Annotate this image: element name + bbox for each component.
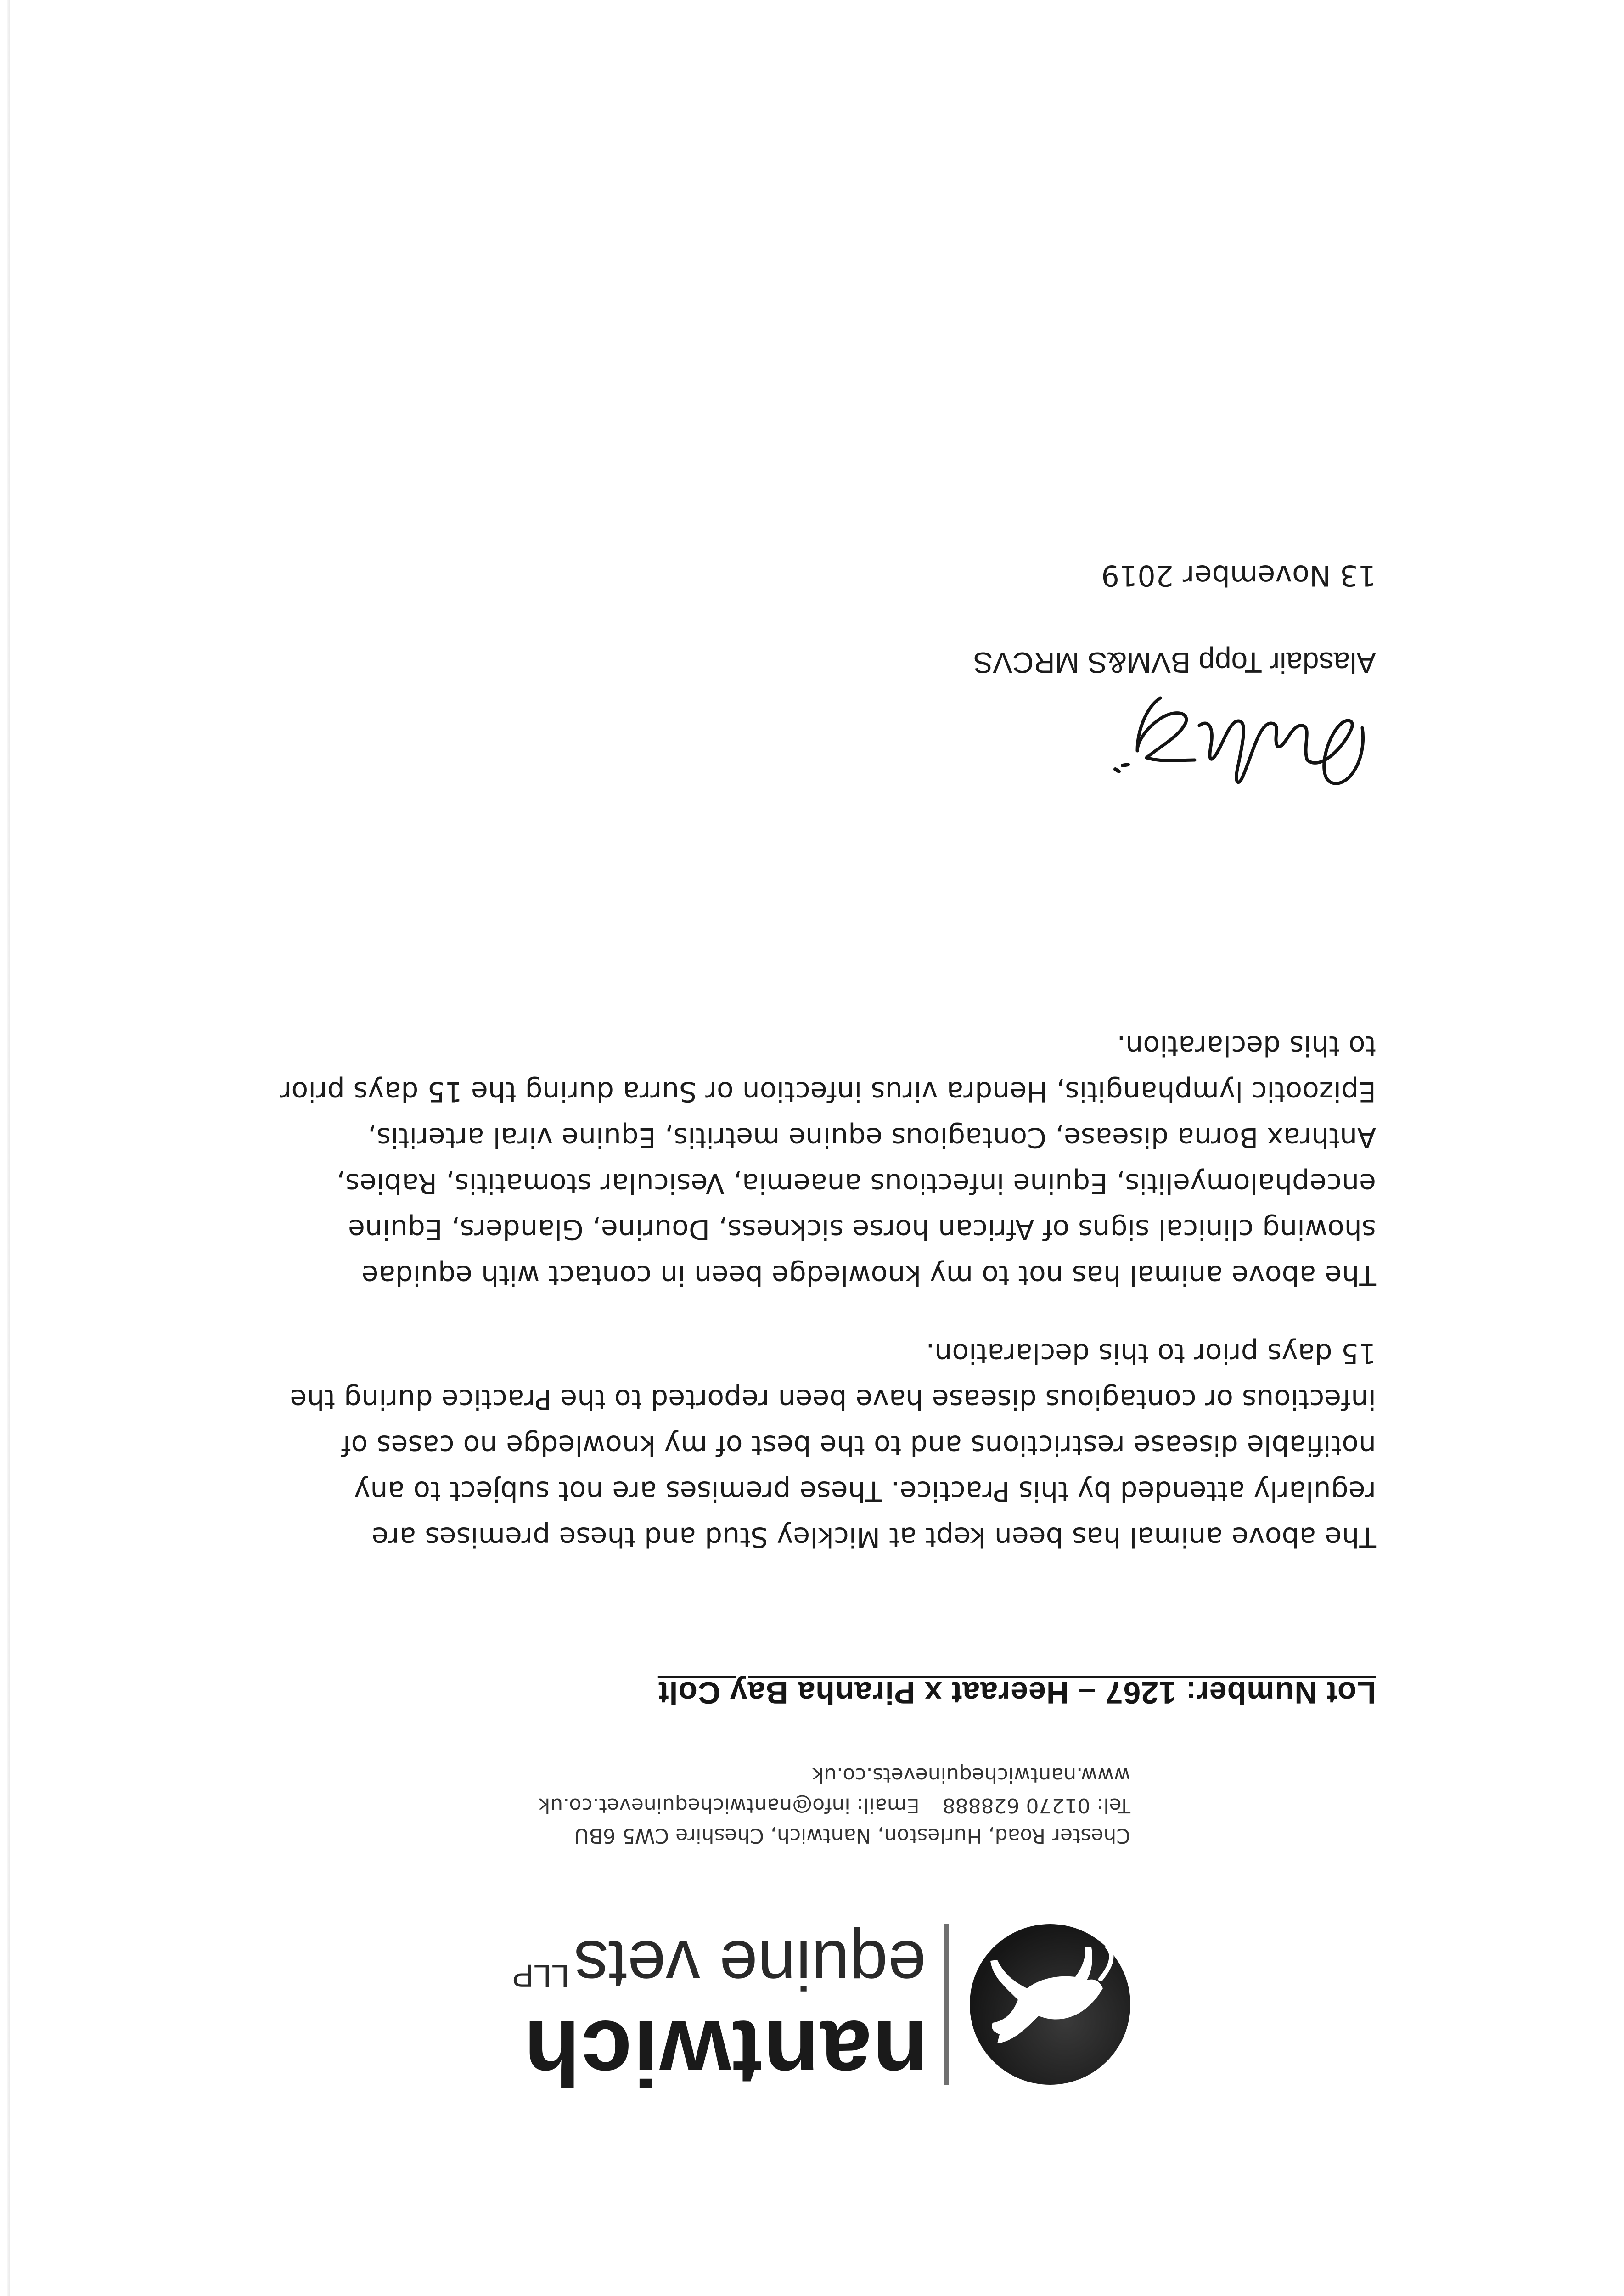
phone-number: Tel: 01270 628888 — [942, 1794, 1130, 1817]
signatory-name: Alasdair Topp BVM&S MRCVS — [973, 646, 1376, 679]
lot-heading: Lot Number: 1267 – Heeraat x Piranha Bay Colt — [657, 1675, 1376, 1710]
paragraph-line: Epizootic lymphangitis, Hendra virus infection or Surra during the 15 days prior — [280, 1075, 1376, 1108]
company-logo — [396, 1864, 1130, 2103]
paragraph-line: 15 days prior to this declaration. — [926, 1337, 1376, 1369]
website-url: www.nantwichequinevets.co.uk — [812, 1763, 1130, 1787]
tagline-text: equine vets — [573, 1927, 926, 2004]
horse-logo-icon — [970, 1924, 1130, 2085]
paragraph-line: regularly attended by this Practice. These premises are not subject to any — [354, 1475, 1376, 1507]
letter-body — [228, 1023, 1376, 1711]
address-line: Chester Road, Hurleston, Nantwich, Cheshire CW5 6BU — [574, 1824, 1130, 1847]
paragraph-line: The above animal has not to my knowledge been in contact with equidae — [361, 1259, 1376, 1291]
paragraph-line: encephalomyelitis, Equine infectious anaemia, Vesicular stomatitis, Rabies, — [336, 1167, 1376, 1199]
paragraph-line: showing clinical signs of African horse sickness, Dourine, Glanders, Equine — [348, 1213, 1376, 1245]
email-address: Email: info@nantwichequinevet.co.uk — [538, 1794, 920, 1817]
phone-email-line — [396, 1790, 1130, 1820]
paragraph-line: Anthrax Borna disease, Contagious equine metritis, Equine viral arteritis, — [367, 1121, 1376, 1154]
company-tagline — [512, 1927, 926, 2004]
paragraph-line: notifiable disease restrictions and to the best of my knowledge no cases of — [341, 1429, 1376, 1461]
contact-paragraph — [228, 1023, 1376, 1298]
contact-details — [396, 1760, 1130, 1851]
scan-edge — [7, 0, 10, 2296]
logo-divider — [944, 1924, 949, 2085]
declaration-date: 13 November 2019 — [1101, 559, 1376, 592]
handwritten-signature — [1078, 691, 1376, 815]
paragraph-line: to this declaration. — [1117, 1030, 1376, 1062]
paragraph-line: The above animal has been kept at Mickley Stud and these premises are — [371, 1521, 1376, 1553]
paragraph-line: infectious or contagious disease have been reported to the Practice during the — [290, 1383, 1376, 1415]
premises-paragraph — [228, 1330, 1376, 1560]
tagline-suffix: LLP — [512, 1958, 569, 1994]
company-name: nantwich — [523, 2002, 928, 2104]
